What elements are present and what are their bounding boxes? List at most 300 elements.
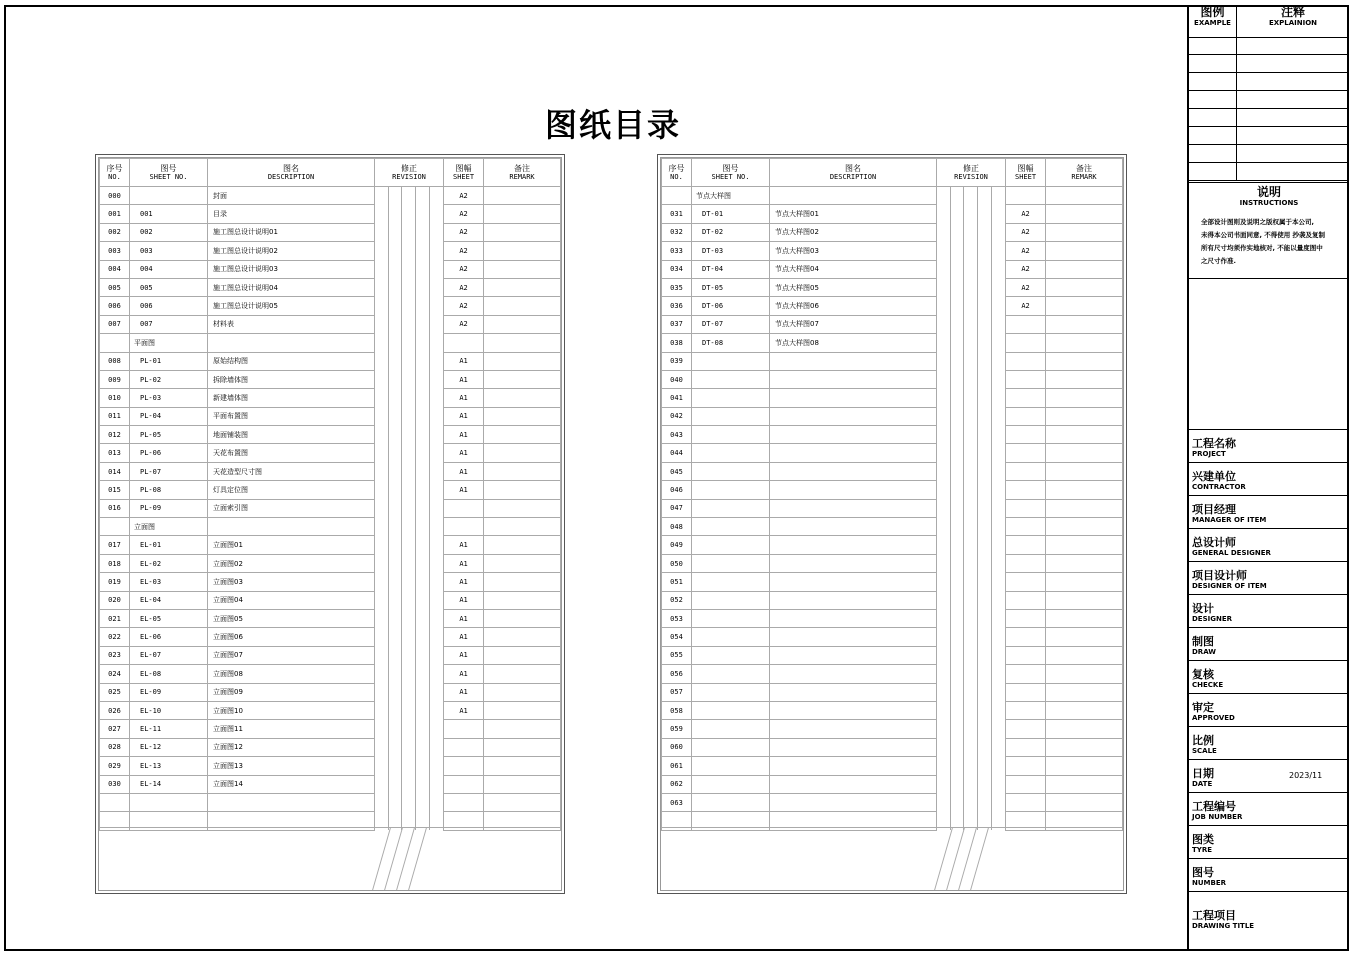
cell-sheet-size: A2 bbox=[444, 242, 484, 260]
cell-revision bbox=[992, 701, 1006, 719]
cell-revision bbox=[992, 260, 1006, 278]
cell-revision bbox=[964, 462, 978, 480]
cell-revision bbox=[964, 352, 978, 370]
cell-revision bbox=[430, 628, 444, 646]
cell-desc: 拆除墙体图 bbox=[208, 370, 375, 388]
cell-sheet-no: PL-06 bbox=[130, 444, 208, 462]
cell-revision bbox=[402, 738, 416, 756]
table-row bbox=[662, 518, 1123, 536]
cell-no: 054 bbox=[662, 628, 692, 646]
column-header-en: REMARK bbox=[509, 172, 535, 181]
cell-desc: 立面图14 bbox=[208, 775, 375, 793]
table-row bbox=[100, 315, 561, 333]
cell-revision bbox=[964, 278, 978, 296]
cell-remark bbox=[484, 554, 561, 572]
cell-revision bbox=[389, 665, 402, 683]
cell-revision bbox=[992, 242, 1006, 260]
cell-remark bbox=[1046, 665, 1123, 683]
table-row bbox=[662, 499, 1123, 517]
cell-remark bbox=[484, 260, 561, 278]
cell-sheet-size: A2 bbox=[1006, 205, 1046, 223]
cell-sheet-size bbox=[1006, 518, 1046, 536]
instruction-line: 未得本公司书面同意, 不得使用 抄袭及复制 bbox=[1201, 231, 1325, 239]
cell-sheet-no bbox=[692, 775, 770, 793]
cell-remark bbox=[484, 481, 561, 499]
cell-revision bbox=[402, 389, 416, 407]
cell-desc bbox=[208, 518, 375, 536]
cell-no: 013 bbox=[100, 444, 130, 462]
cell-remark bbox=[1046, 389, 1123, 407]
cell-revision bbox=[389, 609, 402, 627]
table-row bbox=[100, 389, 561, 407]
cell-sheet-no: EL-01 bbox=[130, 536, 208, 554]
legend-row bbox=[1189, 37, 1349, 55]
cell-revision bbox=[978, 738, 992, 756]
column-header-zh: 图名 bbox=[845, 163, 861, 173]
cell-sheet-no: DT-05 bbox=[692, 278, 770, 296]
cell-no: 063 bbox=[662, 793, 692, 811]
cell-no: 035 bbox=[662, 278, 692, 296]
cell-remark bbox=[484, 389, 561, 407]
cell-revision bbox=[937, 518, 951, 536]
cell-desc: 立面图12 bbox=[208, 738, 375, 756]
cell-revision bbox=[978, 223, 992, 241]
cell-desc: 立面图09 bbox=[208, 683, 375, 701]
cell-revision bbox=[978, 591, 992, 609]
column-header-en: SHEET bbox=[1014, 172, 1037, 181]
cell-no: 027 bbox=[100, 720, 130, 738]
cell-desc bbox=[770, 665, 937, 683]
cell-desc bbox=[770, 407, 937, 425]
field-label-en: TYRE bbox=[1192, 846, 1213, 854]
column-header-zh: 备注 bbox=[1076, 163, 1093, 173]
cell-sheet-size: A1 bbox=[444, 370, 484, 388]
table-row bbox=[662, 315, 1123, 333]
cell-revision bbox=[937, 481, 951, 499]
cell-revision bbox=[964, 407, 978, 425]
cell-revision bbox=[978, 334, 992, 352]
cell-revision bbox=[964, 536, 978, 554]
cell-sheet-size: A2 bbox=[1006, 242, 1046, 260]
table-row bbox=[662, 260, 1123, 278]
column-header-en: NO. bbox=[670, 172, 683, 181]
cell-revision bbox=[964, 481, 978, 499]
cell-revision bbox=[402, 665, 416, 683]
cell-revision bbox=[389, 352, 402, 370]
field-label-en: PROJECT bbox=[1192, 450, 1226, 458]
cell-revision bbox=[992, 187, 1006, 205]
cell-desc: 节点大样图07 bbox=[770, 315, 937, 333]
cell-desc: 节点大样图01 bbox=[770, 205, 937, 223]
table-row bbox=[100, 609, 561, 627]
cell-revision bbox=[937, 444, 951, 462]
cell-revision bbox=[937, 775, 951, 793]
cell-revision bbox=[978, 554, 992, 572]
cell-sheet-size bbox=[1006, 481, 1046, 499]
column-header bbox=[130, 159, 208, 187]
cell-revision bbox=[430, 665, 444, 683]
cell-no: 030 bbox=[100, 775, 130, 793]
table-row bbox=[100, 665, 561, 683]
cell-revision bbox=[375, 793, 389, 811]
cell-revision bbox=[430, 738, 444, 756]
cell-desc: 灯具定位图 bbox=[208, 481, 375, 499]
cell-revision bbox=[937, 278, 951, 296]
cell-revision bbox=[416, 223, 430, 241]
cell-remark bbox=[484, 646, 561, 664]
cell-no: 046 bbox=[662, 481, 692, 499]
cell-revision bbox=[430, 757, 444, 775]
cell-revision bbox=[937, 665, 951, 683]
cell-revision bbox=[964, 591, 978, 609]
cell-sheet-no: PL-05 bbox=[130, 426, 208, 444]
cell-revision bbox=[951, 701, 964, 719]
cell-revision bbox=[375, 757, 389, 775]
column-header-en: DESCRIPTION bbox=[267, 172, 315, 181]
table-header bbox=[100, 159, 561, 187]
table-row bbox=[100, 481, 561, 499]
cell-remark bbox=[1046, 370, 1123, 388]
cell-remark bbox=[484, 426, 561, 444]
cell-revision bbox=[430, 591, 444, 609]
cell-no bbox=[100, 334, 130, 352]
cell-revision bbox=[964, 426, 978, 444]
cell-revision bbox=[978, 499, 992, 517]
cell-sheet-size: A1 bbox=[444, 426, 484, 444]
cell-sheet-size bbox=[1006, 609, 1046, 627]
cell-revision bbox=[389, 278, 402, 296]
cell-revision bbox=[375, 352, 389, 370]
cell-revision bbox=[978, 628, 992, 646]
column-header-en: DESCRIPTION bbox=[829, 172, 877, 181]
cell-revision bbox=[402, 554, 416, 572]
table-row bbox=[100, 407, 561, 425]
cell-revision bbox=[416, 665, 430, 683]
cell-remark bbox=[484, 573, 561, 591]
field-label-en: SCALE bbox=[1192, 747, 1217, 755]
legend-row bbox=[1189, 145, 1349, 163]
cell-no: 042 bbox=[662, 407, 692, 425]
cell-revision bbox=[402, 352, 416, 370]
title-field bbox=[1189, 826, 1349, 859]
cell-revision bbox=[389, 793, 402, 811]
cell-revision bbox=[951, 536, 964, 554]
cell-revision bbox=[937, 536, 951, 554]
cell-revision bbox=[375, 683, 389, 701]
cell-desc: 封面 bbox=[208, 187, 375, 205]
cell-revision bbox=[964, 370, 978, 388]
table-row bbox=[100, 775, 561, 793]
cell-sheet-size: A1 bbox=[444, 407, 484, 425]
cell-revision bbox=[416, 646, 430, 664]
cell-revision bbox=[951, 554, 964, 572]
cell-revision bbox=[992, 352, 1006, 370]
cell-revision bbox=[992, 573, 1006, 591]
cell-revision bbox=[375, 775, 389, 793]
cell-revision bbox=[430, 389, 444, 407]
cell-sheet-no: EL-03 bbox=[130, 573, 208, 591]
column-header bbox=[100, 159, 130, 187]
cell-sheet-size bbox=[1006, 738, 1046, 756]
cell-sheet-no: EL-12 bbox=[130, 738, 208, 756]
cell-revision bbox=[951, 591, 964, 609]
cell-revision bbox=[389, 370, 402, 388]
cell-sheet-size bbox=[444, 334, 484, 352]
cell-sheet-no: EL-08 bbox=[130, 665, 208, 683]
title-field bbox=[1189, 628, 1349, 661]
column-header bbox=[375, 159, 444, 187]
cell-revision bbox=[402, 187, 416, 205]
cell-sheet-no: EL-10 bbox=[130, 701, 208, 719]
cell-revision bbox=[430, 518, 444, 536]
cell-remark bbox=[1046, 260, 1123, 278]
cell-sheet-size bbox=[1006, 187, 1046, 205]
cell-desc: 立面图08 bbox=[208, 665, 375, 683]
cell-sheet-size bbox=[1006, 573, 1046, 591]
cell-revision bbox=[992, 426, 1006, 444]
table-row bbox=[662, 205, 1123, 223]
cell-desc: 新建墙体图 bbox=[208, 389, 375, 407]
cell-remark bbox=[1046, 518, 1123, 536]
cell-revision bbox=[430, 536, 444, 554]
cell-revision bbox=[951, 315, 964, 333]
cell-revision bbox=[416, 701, 430, 719]
cell-sheet-no bbox=[692, 389, 770, 407]
cell-desc bbox=[770, 370, 937, 388]
legend-row bbox=[1189, 73, 1349, 91]
table-row bbox=[100, 573, 561, 591]
cell-revision bbox=[964, 720, 978, 738]
cell-sheet-no bbox=[692, 683, 770, 701]
cell-revision bbox=[416, 573, 430, 591]
cell-sheet-no bbox=[692, 720, 770, 738]
cell-remark bbox=[1046, 646, 1123, 664]
cell-desc: 立面图13 bbox=[208, 757, 375, 775]
section-label: 平面图 bbox=[130, 334, 208, 352]
cell-revision bbox=[951, 720, 964, 738]
table-row bbox=[100, 462, 561, 480]
cell-sheet-no: PL-08 bbox=[130, 481, 208, 499]
cell-revision bbox=[402, 205, 416, 223]
table-row bbox=[662, 536, 1123, 554]
cell-desc bbox=[770, 462, 937, 480]
table-row bbox=[662, 426, 1123, 444]
cell-revision bbox=[402, 481, 416, 499]
cell-sheet-size: A1 bbox=[444, 591, 484, 609]
cell-sheet-no: PL-03 bbox=[130, 389, 208, 407]
cell-revision bbox=[389, 701, 402, 719]
cell-revision bbox=[416, 757, 430, 775]
field-label: 图号 bbox=[1192, 866, 1214, 879]
table-row bbox=[100, 444, 561, 462]
cell-no bbox=[100, 518, 130, 536]
legend-row bbox=[1189, 163, 1349, 181]
cell-remark bbox=[1046, 407, 1123, 425]
cell-revision bbox=[978, 793, 992, 811]
cell-remark bbox=[1046, 242, 1123, 260]
cell-remark bbox=[1046, 444, 1123, 462]
cell-no: 012 bbox=[100, 426, 130, 444]
column-header bbox=[1006, 159, 1046, 187]
cell-sheet-size: A1 bbox=[444, 646, 484, 664]
cell-revision bbox=[402, 297, 416, 315]
field-label-en: CHECKE bbox=[1192, 681, 1224, 689]
cell-sheet-no: EL-09 bbox=[130, 683, 208, 701]
column-header bbox=[444, 159, 484, 187]
cell-remark bbox=[1046, 205, 1123, 223]
table-row bbox=[662, 738, 1123, 756]
cell-revision bbox=[937, 260, 951, 278]
cell-revision bbox=[992, 334, 1006, 352]
table-row bbox=[662, 334, 1123, 352]
cell-no: 050 bbox=[662, 554, 692, 572]
cell-sheet-size: A2 bbox=[444, 223, 484, 241]
cell-no: 057 bbox=[662, 683, 692, 701]
cell-revision bbox=[964, 223, 978, 241]
cell-remark bbox=[1046, 609, 1123, 627]
table-row bbox=[100, 297, 561, 315]
cell-desc bbox=[770, 352, 937, 370]
cell-remark bbox=[484, 334, 561, 352]
cell-no: 049 bbox=[662, 536, 692, 554]
cell-remark bbox=[484, 223, 561, 241]
cell-revision bbox=[937, 683, 951, 701]
cell-revision bbox=[964, 334, 978, 352]
field-label-en: CONTRACTOR bbox=[1192, 483, 1246, 491]
cell-revision bbox=[937, 407, 951, 425]
cell-revision bbox=[389, 389, 402, 407]
cell-revision bbox=[416, 591, 430, 609]
cell-revision bbox=[964, 499, 978, 517]
cell-revision bbox=[951, 389, 964, 407]
cell-revision bbox=[416, 720, 430, 738]
cell-revision bbox=[951, 462, 964, 480]
cell-revision bbox=[992, 499, 1006, 517]
cell-revision bbox=[937, 591, 951, 609]
cell-sheet-no bbox=[692, 573, 770, 591]
cell-revision bbox=[964, 757, 978, 775]
cell-revision bbox=[389, 481, 402, 499]
table-row bbox=[662, 223, 1123, 241]
cell-desc: 立面图11 bbox=[208, 720, 375, 738]
cell-revision bbox=[951, 426, 964, 444]
cell-sheet-no bbox=[692, 628, 770, 646]
cell-revision bbox=[964, 260, 978, 278]
table-row bbox=[100, 628, 561, 646]
cell-revision bbox=[992, 536, 1006, 554]
cell-revision bbox=[375, 242, 389, 260]
cell-no: 005 bbox=[100, 278, 130, 296]
cell-sheet-size bbox=[1006, 370, 1046, 388]
cell-revision bbox=[964, 518, 978, 536]
cell-no: 008 bbox=[100, 352, 130, 370]
table-row bbox=[662, 389, 1123, 407]
cell-revision bbox=[375, 389, 389, 407]
cell-revision bbox=[937, 646, 951, 664]
cell-sheet-no: 007 bbox=[130, 315, 208, 333]
cell-sheet-size: A1 bbox=[444, 389, 484, 407]
cell-revision bbox=[402, 793, 416, 811]
cell-revision bbox=[951, 242, 964, 260]
table-row bbox=[100, 370, 561, 388]
table-header bbox=[662, 159, 1123, 187]
cell-revision bbox=[978, 205, 992, 223]
cell-revision bbox=[937, 628, 951, 646]
index-table-right bbox=[661, 158, 1123, 831]
cell-revision bbox=[402, 223, 416, 241]
cell-sheet-no: DT-03 bbox=[692, 242, 770, 260]
table-row bbox=[100, 720, 561, 738]
cell-remark bbox=[484, 370, 561, 388]
cell-sheet-no bbox=[692, 793, 770, 811]
instructions-title: 说明 bbox=[1256, 185, 1281, 199]
cell-sheet-size: A1 bbox=[444, 683, 484, 701]
table-row bbox=[662, 242, 1123, 260]
cell-revision bbox=[389, 242, 402, 260]
cell-remark bbox=[484, 278, 561, 296]
cell-no: 043 bbox=[662, 426, 692, 444]
column-header bbox=[208, 159, 375, 187]
cell-revision bbox=[402, 444, 416, 462]
cell-revision bbox=[937, 609, 951, 627]
cell-revision bbox=[402, 462, 416, 480]
field-label-en: DRAW bbox=[1192, 648, 1217, 656]
cell-revision bbox=[416, 628, 430, 646]
cell-revision bbox=[992, 665, 1006, 683]
cell-revision bbox=[389, 573, 402, 591]
cell-no: 009 bbox=[100, 370, 130, 388]
cell-desc bbox=[770, 481, 937, 499]
instruction-line: 所有尺寸均须作实地核对, 不能以量度图中 bbox=[1201, 244, 1323, 252]
cell-remark bbox=[484, 352, 561, 370]
cell-remark bbox=[484, 793, 561, 811]
cell-revision bbox=[992, 278, 1006, 296]
title-field bbox=[1189, 463, 1349, 496]
cell-revision bbox=[951, 297, 964, 315]
cell-revision bbox=[402, 573, 416, 591]
cell-remark bbox=[1046, 554, 1123, 572]
title-field bbox=[1189, 595, 1349, 628]
table-row bbox=[100, 205, 561, 223]
cell-sheet-size bbox=[1006, 591, 1046, 609]
cell-remark bbox=[484, 187, 561, 205]
cell-revision bbox=[430, 481, 444, 499]
cell-desc: 目录 bbox=[208, 205, 375, 223]
cell-no: 011 bbox=[100, 407, 130, 425]
cell-sheet-no bbox=[692, 426, 770, 444]
cell-sheet-no bbox=[692, 444, 770, 462]
column-header-en: REMARK bbox=[1071, 172, 1097, 181]
cell-no: 000 bbox=[100, 187, 130, 205]
cell-no: 007 bbox=[100, 315, 130, 333]
cell-revision bbox=[375, 426, 389, 444]
cell-revision bbox=[389, 205, 402, 223]
cell-revision bbox=[992, 205, 1006, 223]
cell-desc bbox=[770, 499, 937, 517]
cell-remark bbox=[1046, 701, 1123, 719]
cell-revision bbox=[416, 518, 430, 536]
cell-revision bbox=[416, 315, 430, 333]
table-row bbox=[100, 223, 561, 241]
instructions-text bbox=[1201, 216, 1343, 268]
cell-revision bbox=[389, 738, 402, 756]
cell-desc: 节点大样图03 bbox=[770, 242, 937, 260]
cell-remark bbox=[484, 205, 561, 223]
field-label: 复核 bbox=[1192, 668, 1214, 681]
cell-sheet-no: DT-04 bbox=[692, 260, 770, 278]
cell-no: 040 bbox=[662, 370, 692, 388]
cell-revision bbox=[978, 352, 992, 370]
